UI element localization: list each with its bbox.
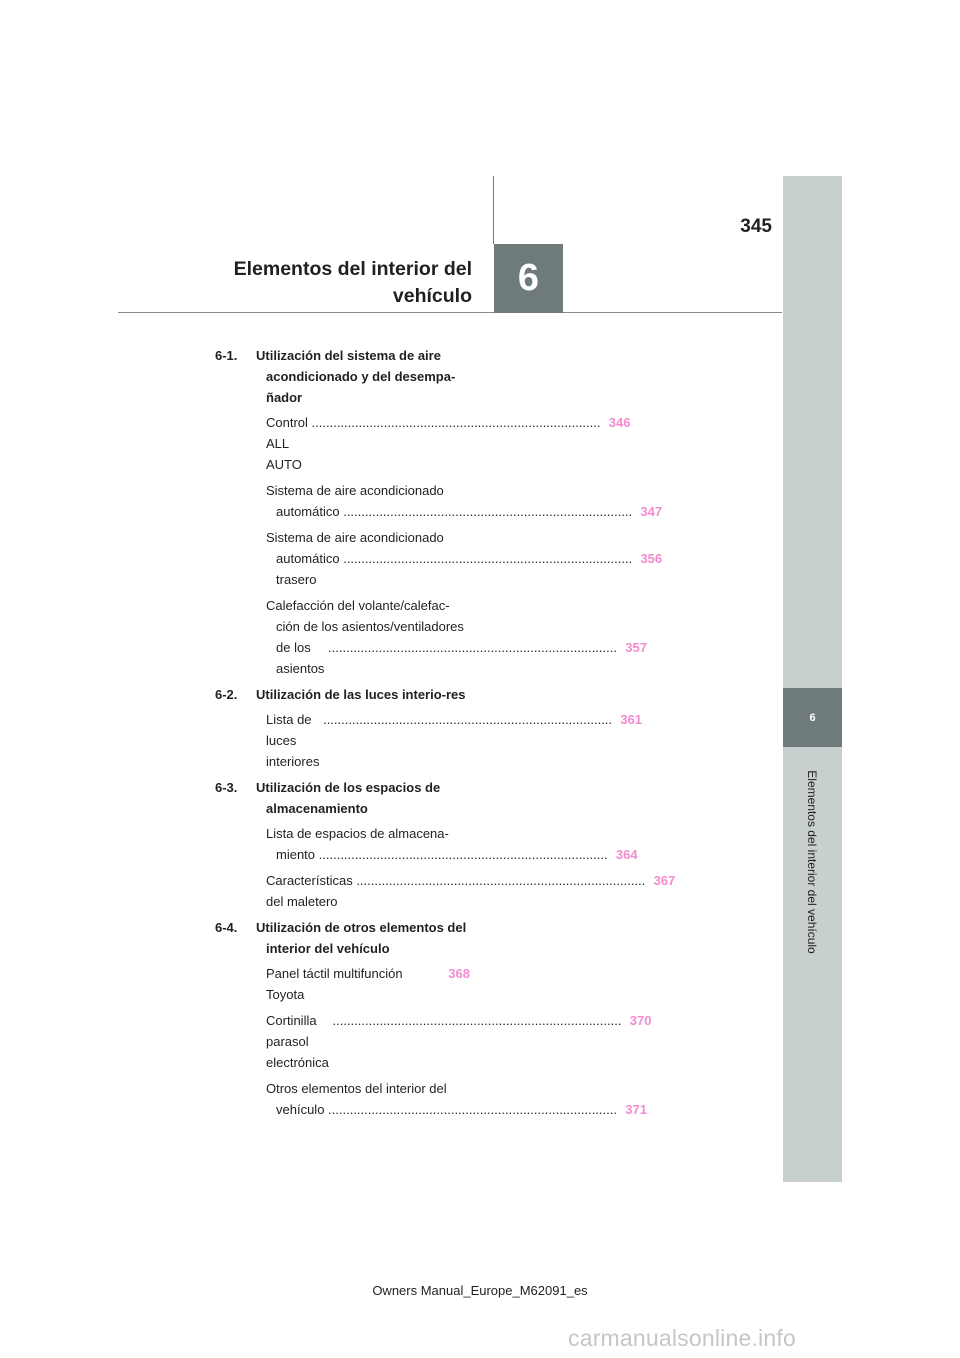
header-divider-horizontal — [118, 312, 782, 313]
side-chapter-tab — [783, 176, 842, 1182]
toc-entry-title: Otros elementos del interior del — [266, 1081, 447, 1096]
toc-entry-title: Lista de luces interiores — [266, 712, 320, 769]
toc-section-heading[interactable] — [215, 777, 470, 819]
toc-page-link[interactable]: 371 — [625, 1102, 647, 1117]
toc-page-link[interactable]: 367 — [653, 873, 676, 888]
toc-dot-leader: ................................................................................ — [328, 1013, 622, 1028]
toc-dot-leader: ................................................................................ — [324, 640, 617, 655]
chapter-title-line1: Elementos del interior del — [233, 258, 472, 280]
table-of-contents — [215, 345, 676, 1125]
toc-page-link[interactable]: 356 — [640, 551, 663, 566]
toc-entry[interactable] — [215, 823, 638, 865]
toc-section-title: Utilización del sistema de aire acondicionado y del desempa-ñador — [256, 348, 456, 405]
toc-page-link[interactable]: 370 — [629, 1013, 652, 1028]
toc-entry-title-end: miento — [276, 847, 316, 862]
toc-entry-title: Características del maletero — [266, 873, 353, 909]
toc-section-number: 6-2. — [215, 687, 238, 702]
toc-entry-title: Panel táctil multifunción Toyota — [266, 966, 403, 1002]
toc-dot-leader: ................................................................................ — [339, 504, 633, 519]
toc-entry[interactable] — [215, 412, 631, 475]
toc-section-heading[interactable] — [215, 917, 470, 959]
toc-page-link[interactable]: 357 — [625, 640, 647, 655]
toc-dot-leader: ................................................................................ — [324, 1102, 617, 1117]
toc-page-link[interactable]: 347 — [640, 504, 663, 519]
toc-section-title: Utilización de las luces interio-res — [256, 687, 466, 702]
toc-entry-title: Calefacción del volante/calefac-ción de los asientos/ventiladores — [266, 598, 464, 634]
chapter-number-box: 6 — [494, 244, 563, 313]
toc-entry-title: Control ALL AUTO — [266, 415, 308, 472]
toc-page-link[interactable]: 346 — [608, 415, 631, 430]
side-tab-label-text: Elementos del interior del vehículo — [805, 770, 819, 954]
toc-entry-title: Sistema de aire acondicionado — [266, 530, 444, 545]
toc-dot-leader: ................................................................................ — [352, 873, 646, 888]
chapter-title-line2: vehículo — [392, 285, 472, 307]
toc-entry[interactable] — [215, 527, 663, 590]
toc-dot-leader: ................................................................................ — [315, 847, 608, 862]
toc-section-number: 6-4. — [215, 920, 238, 935]
toc-section-number: 6-1. — [215, 348, 238, 363]
toc-section-title: Utilización de los espacios de almacenamiento — [256, 780, 441, 816]
toc-dot-leader: ................................................................................ — [319, 712, 613, 727]
toc-entry-title-end: vehículo — [276, 1102, 325, 1117]
toc-entry[interactable] — [215, 595, 647, 679]
toc-entry[interactable] — [215, 870, 676, 912]
toc-entry[interactable] — [215, 480, 663, 522]
header-divider-vertical — [493, 176, 494, 244]
toc-section-heading[interactable] — [215, 684, 470, 705]
toc-page-link[interactable]: 368 — [448, 966, 470, 981]
toc-entry-title: Cortinilla parasol electrónica — [266, 1013, 329, 1070]
toc-section-title: Utilización de otros elementos del interior del vehículo — [256, 920, 467, 956]
toc-entry-title: Sistema de aire acondicionado — [266, 483, 444, 498]
toc-entry-title-end: automático trasero — [276, 551, 340, 587]
toc-entry-title: Lista de espacios de almacena- — [266, 826, 449, 841]
toc-entry[interactable] — [215, 1010, 652, 1073]
toc-dot-leader: ................................................................................ — [339, 551, 633, 566]
toc-page-link[interactable]: 364 — [615, 847, 638, 862]
toc-entry[interactable] — [215, 963, 470, 1005]
toc-page-link[interactable]: 361 — [620, 712, 643, 727]
chapter-title — [180, 256, 472, 310]
side-tab-chapter-number[interactable]: 6 — [783, 688, 842, 747]
toc-entry[interactable] — [215, 709, 643, 772]
page-number: 345 — [740, 216, 772, 237]
toc-section-number: 6-3. — [215, 780, 238, 795]
toc-dot-leader: ................................................................................ — [307, 415, 601, 430]
toc-entry[interactable] — [215, 1078, 647, 1120]
watermark: carmanualsonline.info — [568, 1325, 796, 1351]
toc-entry-title-end: de los asientos — [276, 640, 325, 676]
footer-document-id: Owners Manual_Europe_M62091_es — [372, 1283, 588, 1298]
toc-section-heading[interactable] — [215, 345, 470, 408]
toc-entry-title-end: automático — [276, 504, 340, 519]
